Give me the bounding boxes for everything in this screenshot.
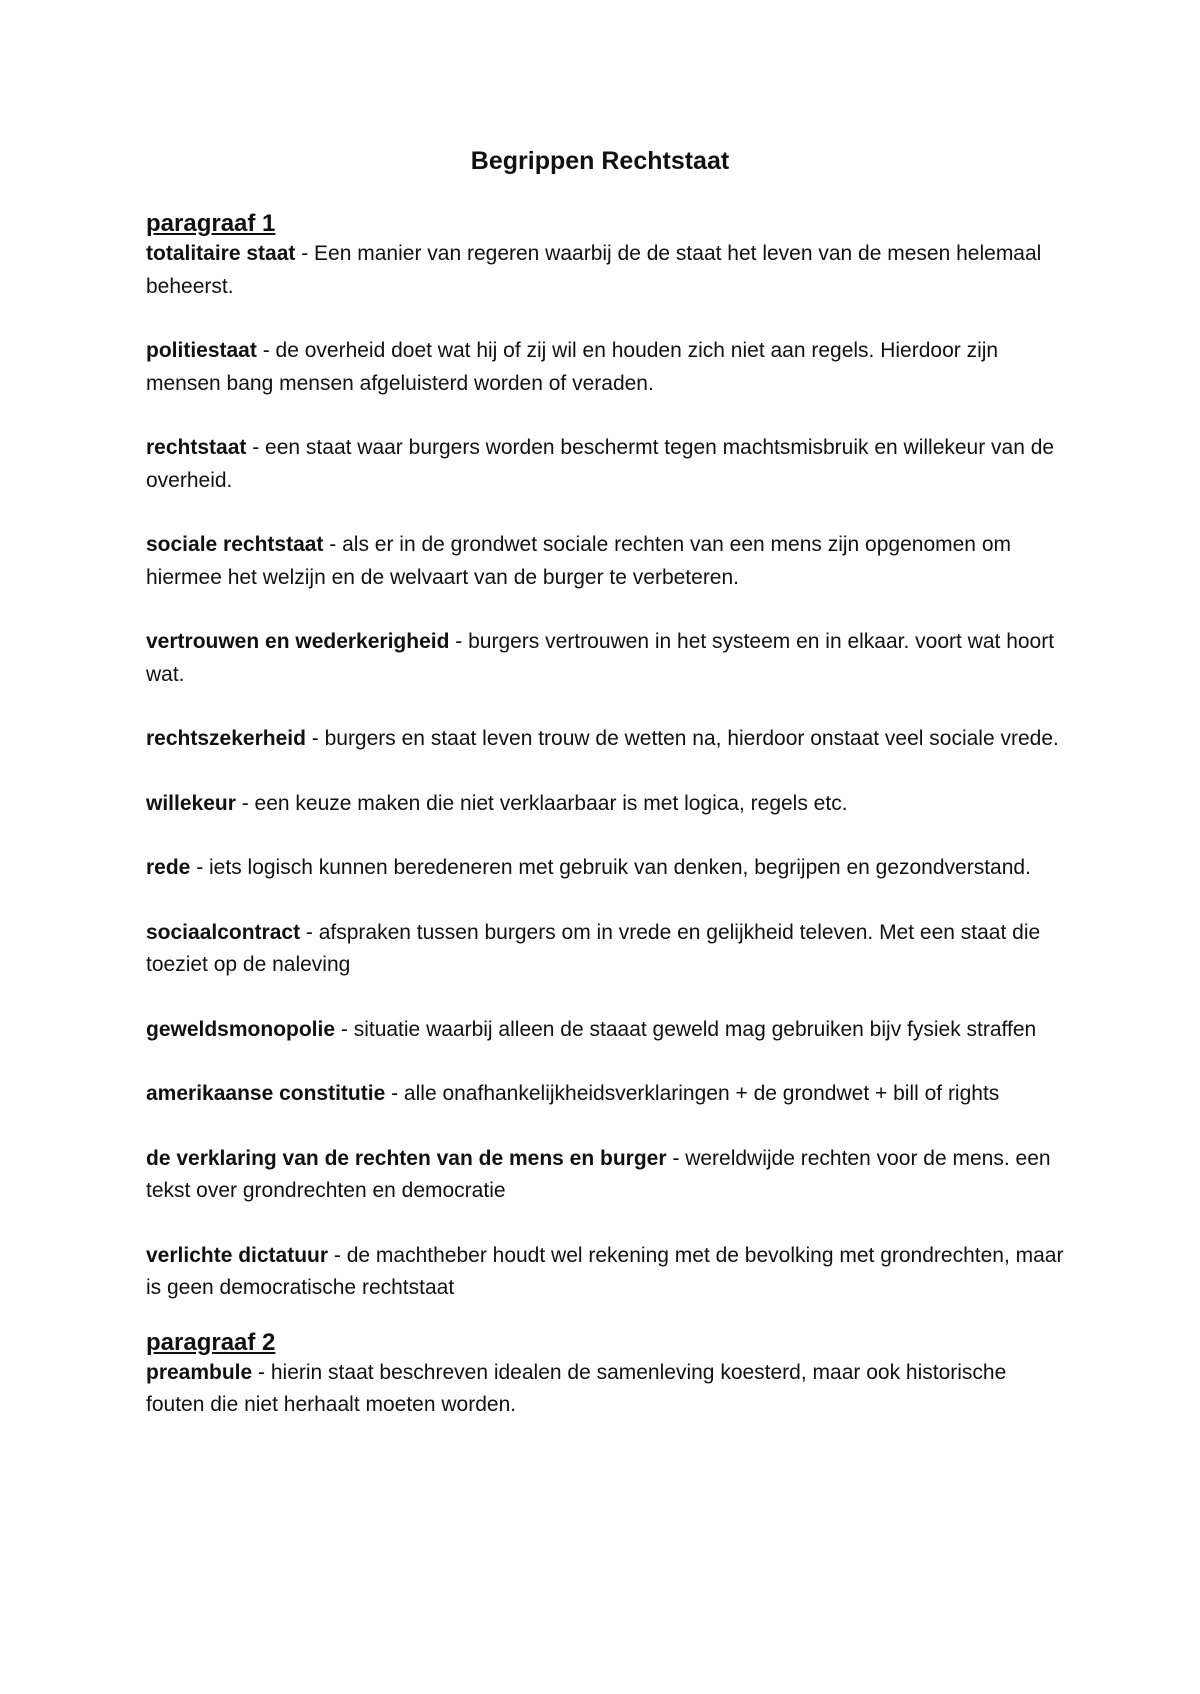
glossary-entry: [146, 238, 1066, 303]
glossary-definition: - alle onafhankelijkheidsverklaringen + de grondwet + bill of rights: [385, 1082, 1000, 1105]
document-title: Begrippen Rechtstaat: [470, 147, 730, 175]
glossary-definition: - een staat waar burgers worden beschermt tegen machtsmisbruik en willekeur van de overheid.: [146, 436, 1055, 492]
glossary-term: rechtszekerheid: [146, 727, 306, 750]
glossary-definition: - burgers vertrouwen in het systeem en in elkaar. voort wat hoort wat.: [146, 630, 1055, 686]
section-heading: paragraaf 2: [146, 1328, 276, 1356]
glossary-term: verlichte dictatuur: [146, 1243, 329, 1267]
section-paragraaf-2: [146, 1329, 1100, 1422]
glossary-definition: - als er in de grondwet sociale rechten van een mens zijn opgenomen om hiermee het welzijn en de welvaart van de burger te verbeteren.: [146, 533, 1011, 589]
glossary-definition: - iets logisch kunnen beredeneren met gebruik van denken, begrijpen en gezondverstand.: [190, 856, 1031, 879]
glossary-definition: - burgers en staat leven trouw de wetten na, hierdoor onstaat veel sociale vrede.: [305, 727, 1059, 750]
glossary-entry: [146, 917, 1066, 982]
section-heading: paragraaf 1: [146, 210, 276, 237]
glossary-entry: [146, 1357, 1066, 1422]
glossary-definition: - situatie waarbij alleen de staaat geweld mag gebruiken bijv fysiek straffen: [335, 1017, 1037, 1041]
glossary-entry: [146, 788, 1066, 821]
glossary-entry: [146, 1143, 1066, 1208]
glossary-term: amerikaanse constitutie: [146, 1082, 386, 1105]
glossary-term: rede: [146, 856, 191, 879]
glossary-definition: - wereldwijde rechten voor de mens. een tekst over grondrechten en democratie: [146, 1146, 1051, 1202]
glossary-term: willekeur: [146, 791, 236, 815]
glossary-term: sociaalcontract: [146, 920, 301, 944]
glossary-term: politiestaat: [146, 339, 257, 362]
glossary-entry: [146, 1078, 1066, 1111]
glossary-term: vertrouwen en wederkerigheid: [146, 630, 450, 653]
section-paragraaf-1: [146, 210, 1100, 1305]
glossary-entry: [146, 723, 1066, 756]
glossary-term: sociale rechtstaat: [146, 533, 324, 556]
glossary-entry: [146, 529, 1066, 594]
glossary-entry: [146, 1014, 1066, 1047]
glossary-definition: - een keuze maken die niet verklaarbaar is met logica, regels etc.: [235, 791, 848, 815]
glossary-definition: - hierin staat beschreven idealen de samenleving koesterd, maar ook historische fouten die niet herhaalt moeten worden.: [146, 1360, 1007, 1416]
glossary-entry: [146, 1240, 1066, 1305]
glossary-entry: [146, 432, 1066, 497]
glossary-entry: [146, 852, 1066, 885]
glossary-definition: - de overheid doet wat hij of zij wil en houden zich niet aan regels. Hierdoor zijn mensen bang mensen afgeluisterd worden of veraden.: [146, 339, 999, 395]
glossary-term: totalitaire staat: [146, 242, 296, 265]
glossary-term: preambule: [146, 1360, 253, 1384]
glossary-term: rechtstaat: [146, 436, 247, 459]
glossary-term: de verklaring van de rechten van de mens en burger: [146, 1146, 667, 1170]
glossary-definition: - afspraken tussen burgers om in vrede en gelijkheid televen. Met een staat die toeziet op de naleving: [146, 920, 1041, 976]
glossary-definition: - de machtheber houdt wel rekening met de bevolking met grondrechten, maar is geen democratische rechtstaat: [146, 1243, 1064, 1299]
glossary-entry: [146, 335, 1066, 400]
glossary-term: geweldsmonopolie: [146, 1017, 336, 1041]
glossary-definition: - Een manier van regeren waarbij de de staat het leven van de mesen helemaal beheerst.: [146, 242, 1042, 298]
glossary-entry: [146, 626, 1066, 691]
